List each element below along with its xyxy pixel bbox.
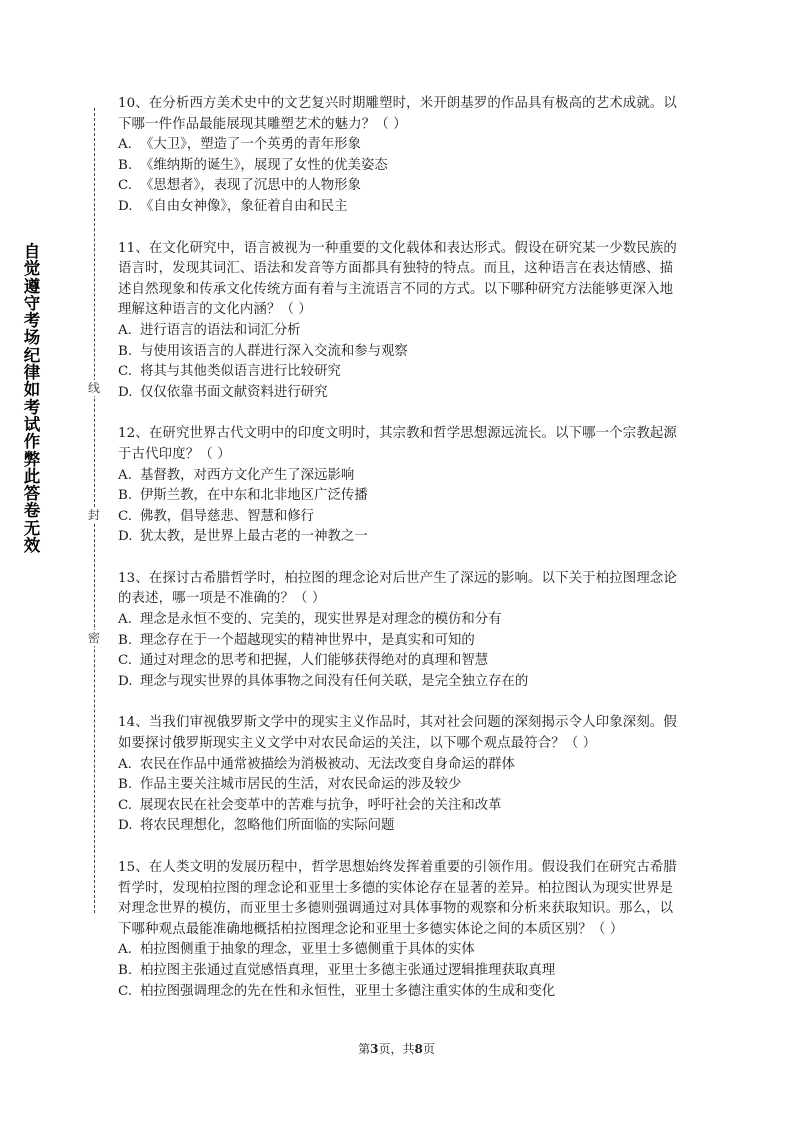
option-d bbox=[118, 527, 680, 548]
option-letter: A. bbox=[118, 612, 132, 628]
option-text: 将农民理想化，忽略他们所面临的实际问题 bbox=[140, 818, 395, 834]
option-d bbox=[118, 383, 680, 404]
option-letter: A. bbox=[118, 942, 132, 958]
question-13 bbox=[118, 569, 680, 693]
question-stem: 10、在分析西方美术史中的文艺复兴时期雕塑时，米开朗基罗的作品具有极高的艺术成就。以下哪一件作品最能展现其雕塑艺术的魅力？（ ） bbox=[118, 96, 677, 132]
option-a bbox=[118, 610, 680, 631]
option-a bbox=[118, 321, 680, 342]
option-letter: B. bbox=[118, 962, 133, 978]
option-c bbox=[118, 176, 680, 197]
option-letter: B. bbox=[118, 632, 133, 648]
option-letter: B. bbox=[118, 777, 133, 793]
option-text: 理念与现实世界的具体事物之间没有任何关联，是完全独立存在的 bbox=[140, 673, 529, 689]
question-15 bbox=[118, 858, 680, 1002]
option-a bbox=[118, 940, 680, 961]
option-b bbox=[118, 775, 680, 796]
page-footer bbox=[0, 1040, 793, 1057]
option-letter: A. bbox=[118, 467, 132, 483]
option-text: 作品主要关注城市居民的生活，对农民命运的涉及较少 bbox=[140, 777, 462, 793]
question-14 bbox=[118, 713, 680, 837]
exam-discipline-warning: 自觉遵守考场纪律如考试作弊此答卷无效 bbox=[23, 242, 41, 556]
option-text: 柏拉图侧重于抽象的理念，亚里士多德侧重于具体的实体 bbox=[140, 942, 475, 958]
option-letter: D. bbox=[118, 818, 133, 834]
option-a bbox=[118, 755, 680, 776]
footer-suffix: 页 bbox=[422, 1042, 435, 1056]
option-text: 佛教，倡导慈悲、智慧和修行 bbox=[140, 508, 315, 524]
question-stem: 14、当我们审视俄罗斯文学中的现实主义作品时，其对社会问题的深刻揭示令人印象深刻。假如要探讨俄罗斯现实主义文学中对农民命运的关注，以下哪个观点最符合？（ ） bbox=[118, 715, 677, 752]
option-b bbox=[118, 486, 680, 507]
question-12 bbox=[118, 424, 680, 548]
option-letter: B. bbox=[118, 157, 133, 173]
option-text: 理念是永恒不变的、完美的，现实世界是对理念的模仿和分有 bbox=[140, 612, 502, 628]
option-text: 《维纳斯的诞生》，展现了女性的优美姿态 bbox=[140, 157, 388, 173]
option-text: 仅仅依靠书面文献资料进行研究 bbox=[140, 384, 328, 400]
option-text: 理念存在于一个超越现实的精神世界中，是真实和可知的 bbox=[140, 632, 475, 648]
option-text: 基督教，对西方文化产生了深远影响 bbox=[140, 467, 355, 483]
binding-mark-mi: 密 bbox=[87, 631, 100, 645]
binding-mark-feng: 封 bbox=[87, 508, 100, 522]
option-d bbox=[118, 816, 680, 837]
binding-mark-xian: 线 bbox=[87, 381, 100, 395]
option-text: 伊斯兰教，在中东和北非地区广泛传播 bbox=[140, 488, 368, 504]
option-c bbox=[118, 362, 680, 383]
option-text: 通过对理念的思考和把握，人们能够获得绝对的真理和智慧 bbox=[140, 653, 489, 669]
option-text: 展现农民在社会变革中的苦难与抗争，呼吁社会的关注和改革 bbox=[140, 797, 502, 813]
option-letter: C. bbox=[118, 653, 133, 669]
option-b bbox=[118, 961, 680, 982]
option-text: 与使用该语言的人群进行深入交流和参与观察 bbox=[140, 343, 408, 359]
option-letter: C. bbox=[118, 797, 133, 813]
option-text: 农民在作品中通常被描绘为消极被动、无法改变自身命运的群体 bbox=[140, 756, 515, 772]
option-letter: D. bbox=[118, 529, 133, 545]
option-text: 进行语言的语法和词汇分析 bbox=[140, 322, 301, 338]
option-letter: A. bbox=[118, 756, 132, 772]
option-d bbox=[118, 197, 680, 218]
option-b bbox=[118, 156, 680, 177]
option-letter: D. bbox=[118, 384, 133, 400]
footer-prefix: 第 bbox=[358, 1042, 371, 1056]
option-text: 《自由女神像》，象征着自由和民主 bbox=[140, 198, 348, 214]
option-letter: C. bbox=[118, 364, 133, 380]
option-text: 柏拉图强调理念的先在性和永恒性，亚里士多德注重实体的生成和变化 bbox=[140, 983, 556, 999]
question-stem: 11、在文化研究中，语言被视为一种重要的文化载体和表达形式。假设在研究某一少数民族的语言时，发现其词汇、语法和发音等方面都具有独特的特点。而且，这种语言在表达情感、描述自然现象和传承文化传统方面有着与主流语言不同的方式。以下哪种研究方法能够更深入地理解这种语言的文化内涵？（ ） bbox=[118, 240, 677, 318]
question-11 bbox=[118, 239, 680, 404]
question-list bbox=[118, 94, 680, 1002]
option-letter: B. bbox=[118, 343, 133, 359]
option-d bbox=[118, 672, 680, 693]
option-c bbox=[118, 982, 680, 1003]
option-letter: C. bbox=[118, 178, 133, 194]
option-text: 《思想者》，表现了沉思中的人物形象 bbox=[140, 178, 361, 194]
question-10 bbox=[118, 94, 680, 218]
option-c bbox=[118, 796, 680, 817]
option-a bbox=[118, 135, 680, 156]
option-a bbox=[118, 466, 680, 487]
total-page-number: 8 bbox=[414, 1042, 423, 1056]
option-letter: C. bbox=[118, 983, 133, 999]
question-stem: 13、在探讨古希腊哲学时，柏拉图的理念论对后世产生了深远的影响。以下关于柏拉图理念论的表述，哪一项是不准确的？（ ） bbox=[118, 570, 677, 607]
option-letter: B. bbox=[118, 488, 133, 504]
option-letter: D. bbox=[118, 198, 133, 214]
option-b bbox=[118, 342, 680, 363]
current-page-number: 3 bbox=[370, 1042, 379, 1056]
option-text: 《大卫》，塑造了一个英勇的青年形象 bbox=[140, 137, 361, 153]
option-letter: A. bbox=[118, 137, 132, 153]
footer-middle: 页，共 bbox=[378, 1042, 415, 1056]
question-stem: 12、在研究世界古代文明中的印度文明时，其宗教和哲学思想源远流长。以下哪一个宗教起源于古代印度？（ ） bbox=[118, 426, 677, 462]
option-c bbox=[118, 507, 680, 528]
option-text: 柏拉图主张通过直觉感悟真理，亚里士多德主张通过逻辑推理获取真理 bbox=[140, 962, 556, 978]
option-letter: C. bbox=[118, 508, 133, 524]
option-c bbox=[118, 651, 680, 672]
question-stem: 15、在人类文明的发展历程中，哲学思想始终发挥着重要的引领作用。假设我们在研究古希腊哲学时，发现柏拉图的理念论和亚里士多德的实体论存在显著的差异。柏拉图认为现实世界是对理念世界的模仿，而亚里士多德则强调通过对具体事物的观察和分析来获取知识。那么，以下哪种观点最能准确地概括柏拉图理念论和亚里士多德实体论之间的本质区别？（ ） bbox=[118, 860, 677, 937]
option-b bbox=[118, 631, 680, 652]
option-letter: A. bbox=[118, 322, 132, 338]
option-letter: D. bbox=[118, 673, 133, 689]
option-text: 将其与其他类似语言进行比较研究 bbox=[140, 364, 341, 380]
option-text: 犹太教，是世界上最古老的一神教之一 bbox=[140, 529, 368, 545]
